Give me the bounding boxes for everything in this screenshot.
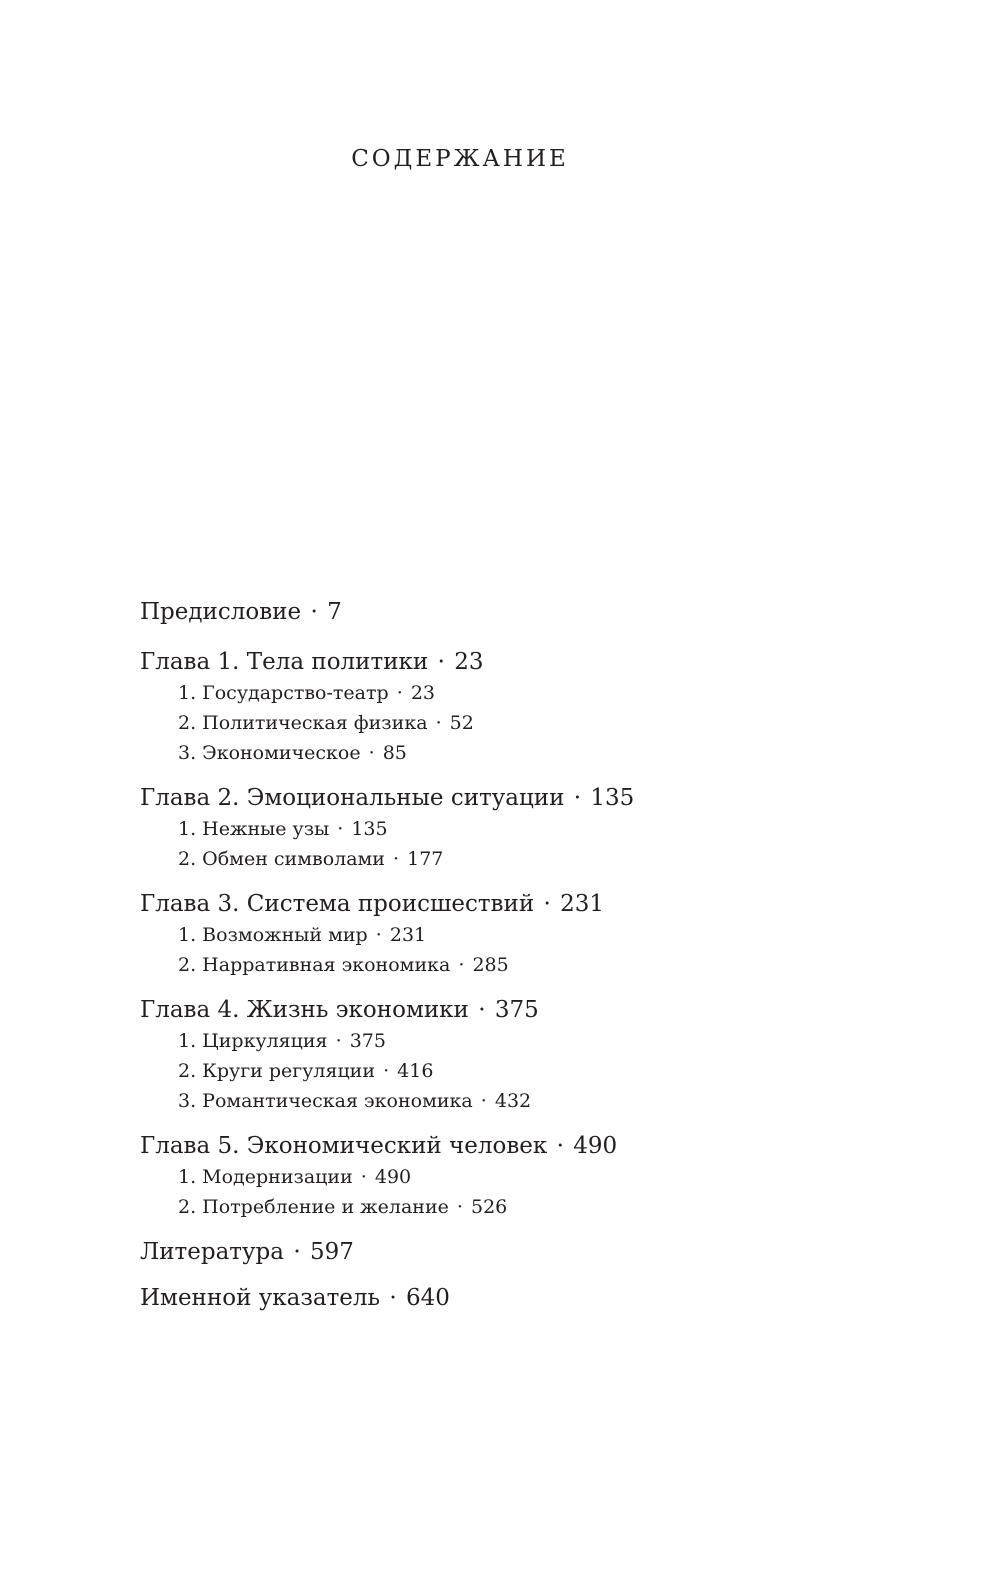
toc-chapter-3[interactable] xyxy=(140,888,920,920)
toc-separator: · xyxy=(335,1030,342,1052)
toc-section-label: 2. Обмен символами xyxy=(178,848,385,870)
toc-section[interactable] xyxy=(140,708,920,738)
toc-section[interactable] xyxy=(140,1056,920,1086)
toc-chapter-page: 375 xyxy=(494,997,539,1023)
toc-section[interactable] xyxy=(140,920,920,950)
toc-section[interactable] xyxy=(140,814,920,844)
toc-chapter-page: 490 xyxy=(573,1133,618,1159)
toc-section[interactable] xyxy=(140,1192,920,1222)
toc-entry-index[interactable] xyxy=(140,1282,920,1314)
toc-section-page: 52 xyxy=(449,712,474,734)
toc-entry-label: Литература xyxy=(140,1239,284,1265)
toc-section-label: 3. Романтическая экономика xyxy=(178,1090,473,1112)
toc-separator: · xyxy=(456,1196,463,1218)
toc-section-page: 285 xyxy=(472,954,509,976)
toc-section-label: 1. Возможный мир xyxy=(178,924,368,946)
toc-chapter-label: Глава 5. Экономический человек xyxy=(140,1133,548,1159)
toc-section-page: 416 xyxy=(397,1060,434,1082)
toc-separator: · xyxy=(396,682,403,704)
toc-section-page: 85 xyxy=(382,742,407,764)
toc-separator: · xyxy=(480,1090,487,1112)
toc-chapter-page: 231 xyxy=(560,891,604,917)
toc-section[interactable] xyxy=(140,1162,920,1192)
toc-chapter-label: Глава 3. Система происшествий xyxy=(140,891,535,917)
toc-separator: · xyxy=(573,785,582,811)
toc-section-label: 1. Модернизации xyxy=(178,1166,353,1188)
toc-chapter-page: 135 xyxy=(590,785,635,811)
toc-section-label: 2. Потребление и желание xyxy=(178,1196,449,1218)
toc-section[interactable] xyxy=(140,1026,920,1056)
toc-section-label: 2. Политическая физика xyxy=(178,712,428,734)
toc-section-page: 231 xyxy=(389,924,427,946)
toc-separator: · xyxy=(360,1166,367,1188)
toc-chapter-1[interactable] xyxy=(140,646,920,678)
toc-chapter-5[interactable] xyxy=(140,1130,920,1162)
toc-section-page: 177 xyxy=(407,848,444,870)
toc-section[interactable] xyxy=(140,738,920,768)
toc-section-page: 23 xyxy=(410,682,435,704)
toc-section-label: 2. Нарративная экономика xyxy=(178,954,451,976)
toc-section-page: 375 xyxy=(349,1030,386,1052)
toc-section-label: 1. Государство-театр xyxy=(178,682,389,704)
toc-chapter-label: Глава 4. Жизнь экономики xyxy=(140,997,469,1023)
toc-chapter-page: 23 xyxy=(454,649,484,675)
toc-section[interactable] xyxy=(140,844,920,874)
toc-section-page: 526 xyxy=(471,1196,508,1218)
toc-section-label: 3. Экономическое xyxy=(178,742,361,764)
toc-section-page: 135 xyxy=(351,818,388,840)
toc-section-label: 1. Циркуляция xyxy=(178,1030,328,1052)
toc-separator: · xyxy=(556,1133,564,1159)
toc-separator: · xyxy=(435,712,442,734)
toc-separator: · xyxy=(310,599,318,625)
toc-chapter-2[interactable] xyxy=(140,782,920,814)
toc-entry-page: 597 xyxy=(309,1239,354,1265)
toc-entry-literature[interactable] xyxy=(140,1236,920,1268)
toc-section[interactable] xyxy=(140,678,920,708)
toc-separator: · xyxy=(293,1239,301,1265)
toc-chapter-4[interactable] xyxy=(140,994,920,1026)
toc-separator: · xyxy=(393,848,400,870)
page-title: СОДЕРЖАНИЕ xyxy=(351,146,569,172)
table-of-contents xyxy=(140,596,920,1314)
toc-separator: · xyxy=(337,818,344,840)
toc-entry-label: Именной указатель xyxy=(140,1285,381,1311)
toc-entry-page: 7 xyxy=(327,599,342,625)
toc-entry-label: Предисловие xyxy=(140,599,302,625)
toc-separator: · xyxy=(383,1060,390,1082)
toc-section[interactable] xyxy=(140,950,920,980)
toc-separator: · xyxy=(543,891,551,917)
toc-separator: · xyxy=(478,997,486,1023)
toc-section[interactable] xyxy=(140,1086,920,1116)
toc-separator: · xyxy=(458,954,465,976)
toc-entry-page: 640 xyxy=(406,1285,450,1311)
toc-section-label: 2. Круги регуляции xyxy=(178,1060,376,1082)
toc-section-page: 490 xyxy=(374,1166,412,1188)
toc-chapter-label: Глава 2. Эмоциональные ситуации xyxy=(140,785,565,811)
toc-entry-preface[interactable] xyxy=(140,596,920,628)
toc-separator: · xyxy=(437,649,445,675)
toc-chapter-label: Глава 1. Тела политики xyxy=(140,649,429,675)
toc-separator: · xyxy=(368,742,375,764)
toc-section-label: 1. Нежные узы xyxy=(178,818,330,840)
toc-separator: · xyxy=(389,1285,397,1311)
toc-separator: · xyxy=(375,924,382,946)
toc-section-page: 432 xyxy=(494,1090,532,1112)
